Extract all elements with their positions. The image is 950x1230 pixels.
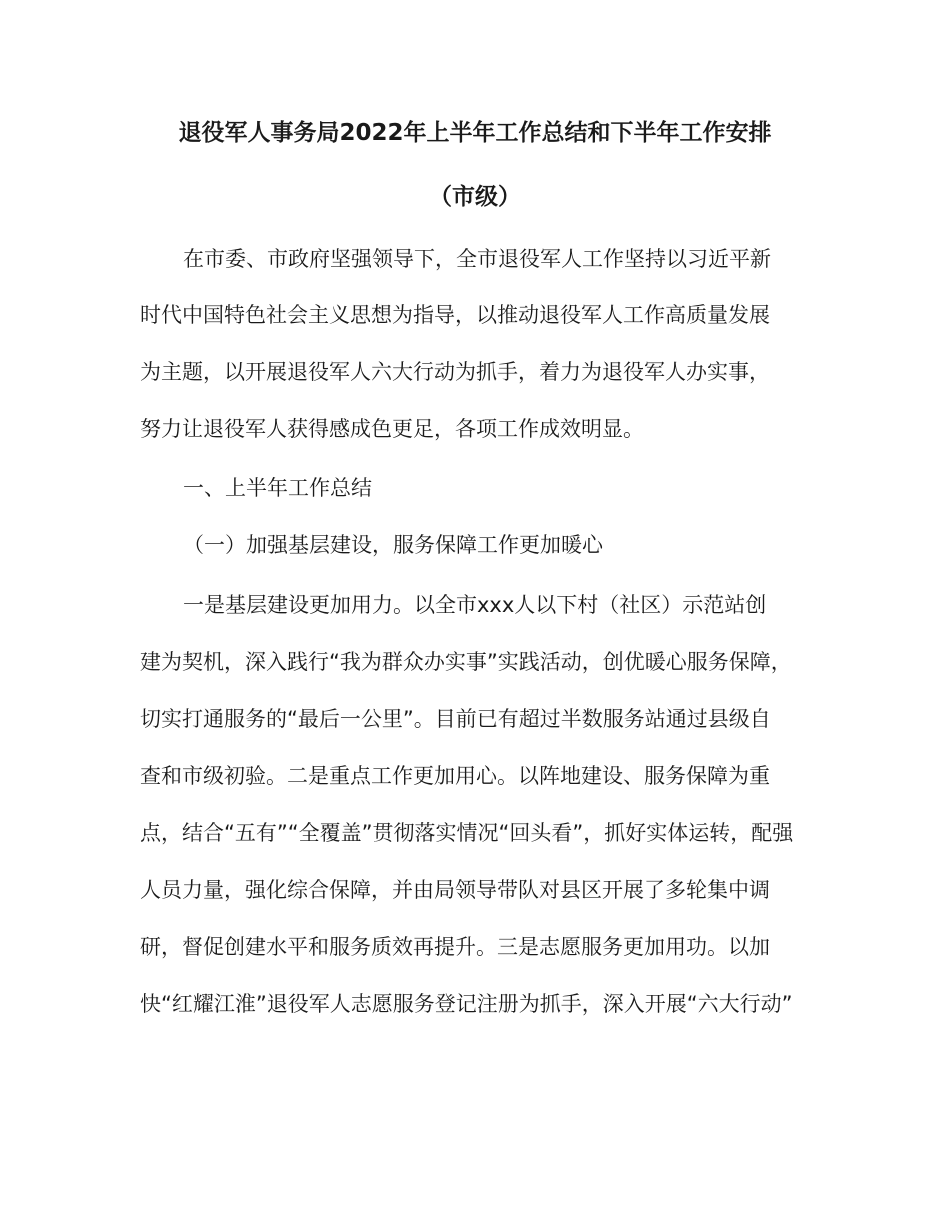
paragraph-line: 努力让退役军人获得感成色更足，各项工作成效明显。 <box>140 417 644 441</box>
section-heading: 一、上半年工作总结 <box>183 476 372 500</box>
paragraph-line: 时代中国特色社会主义思想为指导，以推动退役军人工作高质量发展 <box>140 303 770 327</box>
paragraph-line: 查和市级初验。二是重点工作更加用心。以阵地建设、服务保障为重 <box>140 764 770 788</box>
paragraph-line: 快“红耀江淮”退役军人志愿服务登记注册为抓手，深入开展“六大行动” <box>140 992 793 1016</box>
paragraph-line: 人员力量，强化综合保障，并由局领导带队对县区开展了多轮集中调 <box>140 878 770 902</box>
paragraph-line: 点，结合“五有”“全覆盖”贯彻落实情况“回头看”，抓好实体运转，配强 <box>140 821 794 845</box>
paragraph-line: 为主题，以开展退役军人六大行动为抓手，着力为退役军人办实事， <box>140 360 770 384</box>
paragraph-line: 在市委、市政府坚强领导下，全市退役军人工作坚持以习近平新 <box>183 247 771 271</box>
paragraph-line: 一是基层建设更加用力。以全市xxx人以下村（社区）示范站创 <box>183 593 767 617</box>
document-subtitle: （市级） <box>429 184 521 210</box>
paragraph-line: 研，督促创建水平和服务质效再提升。三是志愿服务更加用功。以加 <box>140 935 770 959</box>
document-title: 退役军人事务局2022年上半年工作总结和下半年工作安排 <box>178 120 772 146</box>
subsection-heading: （一）加强基层建设，服务保障工作更加暖心 <box>183 533 603 557</box>
paragraph-line: 建为契机，深入践行“我为群众办实事”实践活动，创优暖心服务保障， <box>140 650 792 674</box>
paragraph-line: 切实打通服务的“最后一公里”。目前已有超过半数服务站通过县级自 <box>140 707 771 731</box>
